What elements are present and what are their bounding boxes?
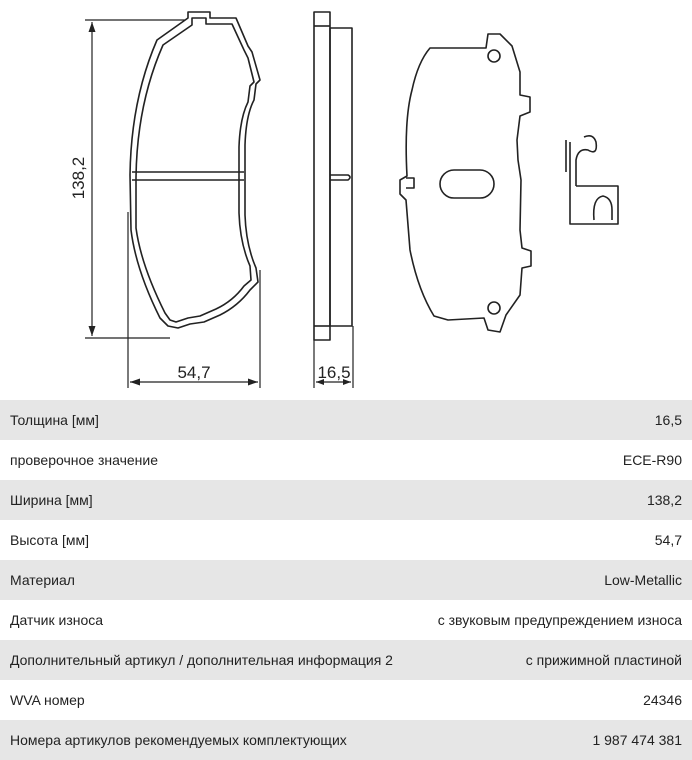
pad-front-view <box>130 12 260 328</box>
spec-value: с прижимной пластиной <box>525 652 682 668</box>
spec-row-additional-info <box>0 640 692 680</box>
spec-value: 24346 <box>643 692 682 708</box>
spec-row-material <box>0 560 692 600</box>
spec-value: 1 987 474 381 <box>592 732 682 748</box>
spec-row-wear-sensor <box>0 600 692 640</box>
spec-label: проверочное значение <box>10 452 159 468</box>
pad-back-view <box>400 34 531 332</box>
width-dimension-label: 54,7 <box>177 363 211 382</box>
spec-label: Высота [мм] <box>10 532 89 548</box>
spec-label: Толщина [мм] <box>10 412 99 428</box>
spec-value: 138,2 <box>646 492 682 508</box>
spec-label: Ширина [мм] <box>10 492 93 508</box>
height-dimension-label: 138,2 <box>69 156 88 200</box>
spec-row-test-value <box>0 440 692 480</box>
height-dimension <box>85 20 185 338</box>
thickness-dimension-label: 16,5 <box>317 363 351 382</box>
wear-clip <box>566 136 618 224</box>
spec-label: Датчик износа <box>10 612 104 628</box>
spec-row-height <box>0 520 692 560</box>
pad-side-view <box>314 12 352 340</box>
spec-row-thickness <box>0 400 692 440</box>
spec-value: 16,5 <box>654 412 682 428</box>
spec-value: Low-Metallic <box>604 572 682 588</box>
spec-value: 54,7 <box>654 532 682 548</box>
spec-label: Номера артикулов рекомендуемых комплектующих <box>10 732 347 748</box>
spec-value: с звуковым предупреждением износа <box>437 612 682 628</box>
specifications-table <box>0 400 692 760</box>
spec-value: ECE-R90 <box>622 452 682 468</box>
spec-row-width <box>0 480 692 520</box>
spec-row-recommended-parts <box>0 720 692 760</box>
spec-label: Материал <box>10 572 75 588</box>
spec-row-wva-number <box>0 680 692 720</box>
spec-label: WVA номер <box>10 692 85 708</box>
spec-label: Дополнительный артикул / дополнительная информация 2 <box>10 652 393 668</box>
